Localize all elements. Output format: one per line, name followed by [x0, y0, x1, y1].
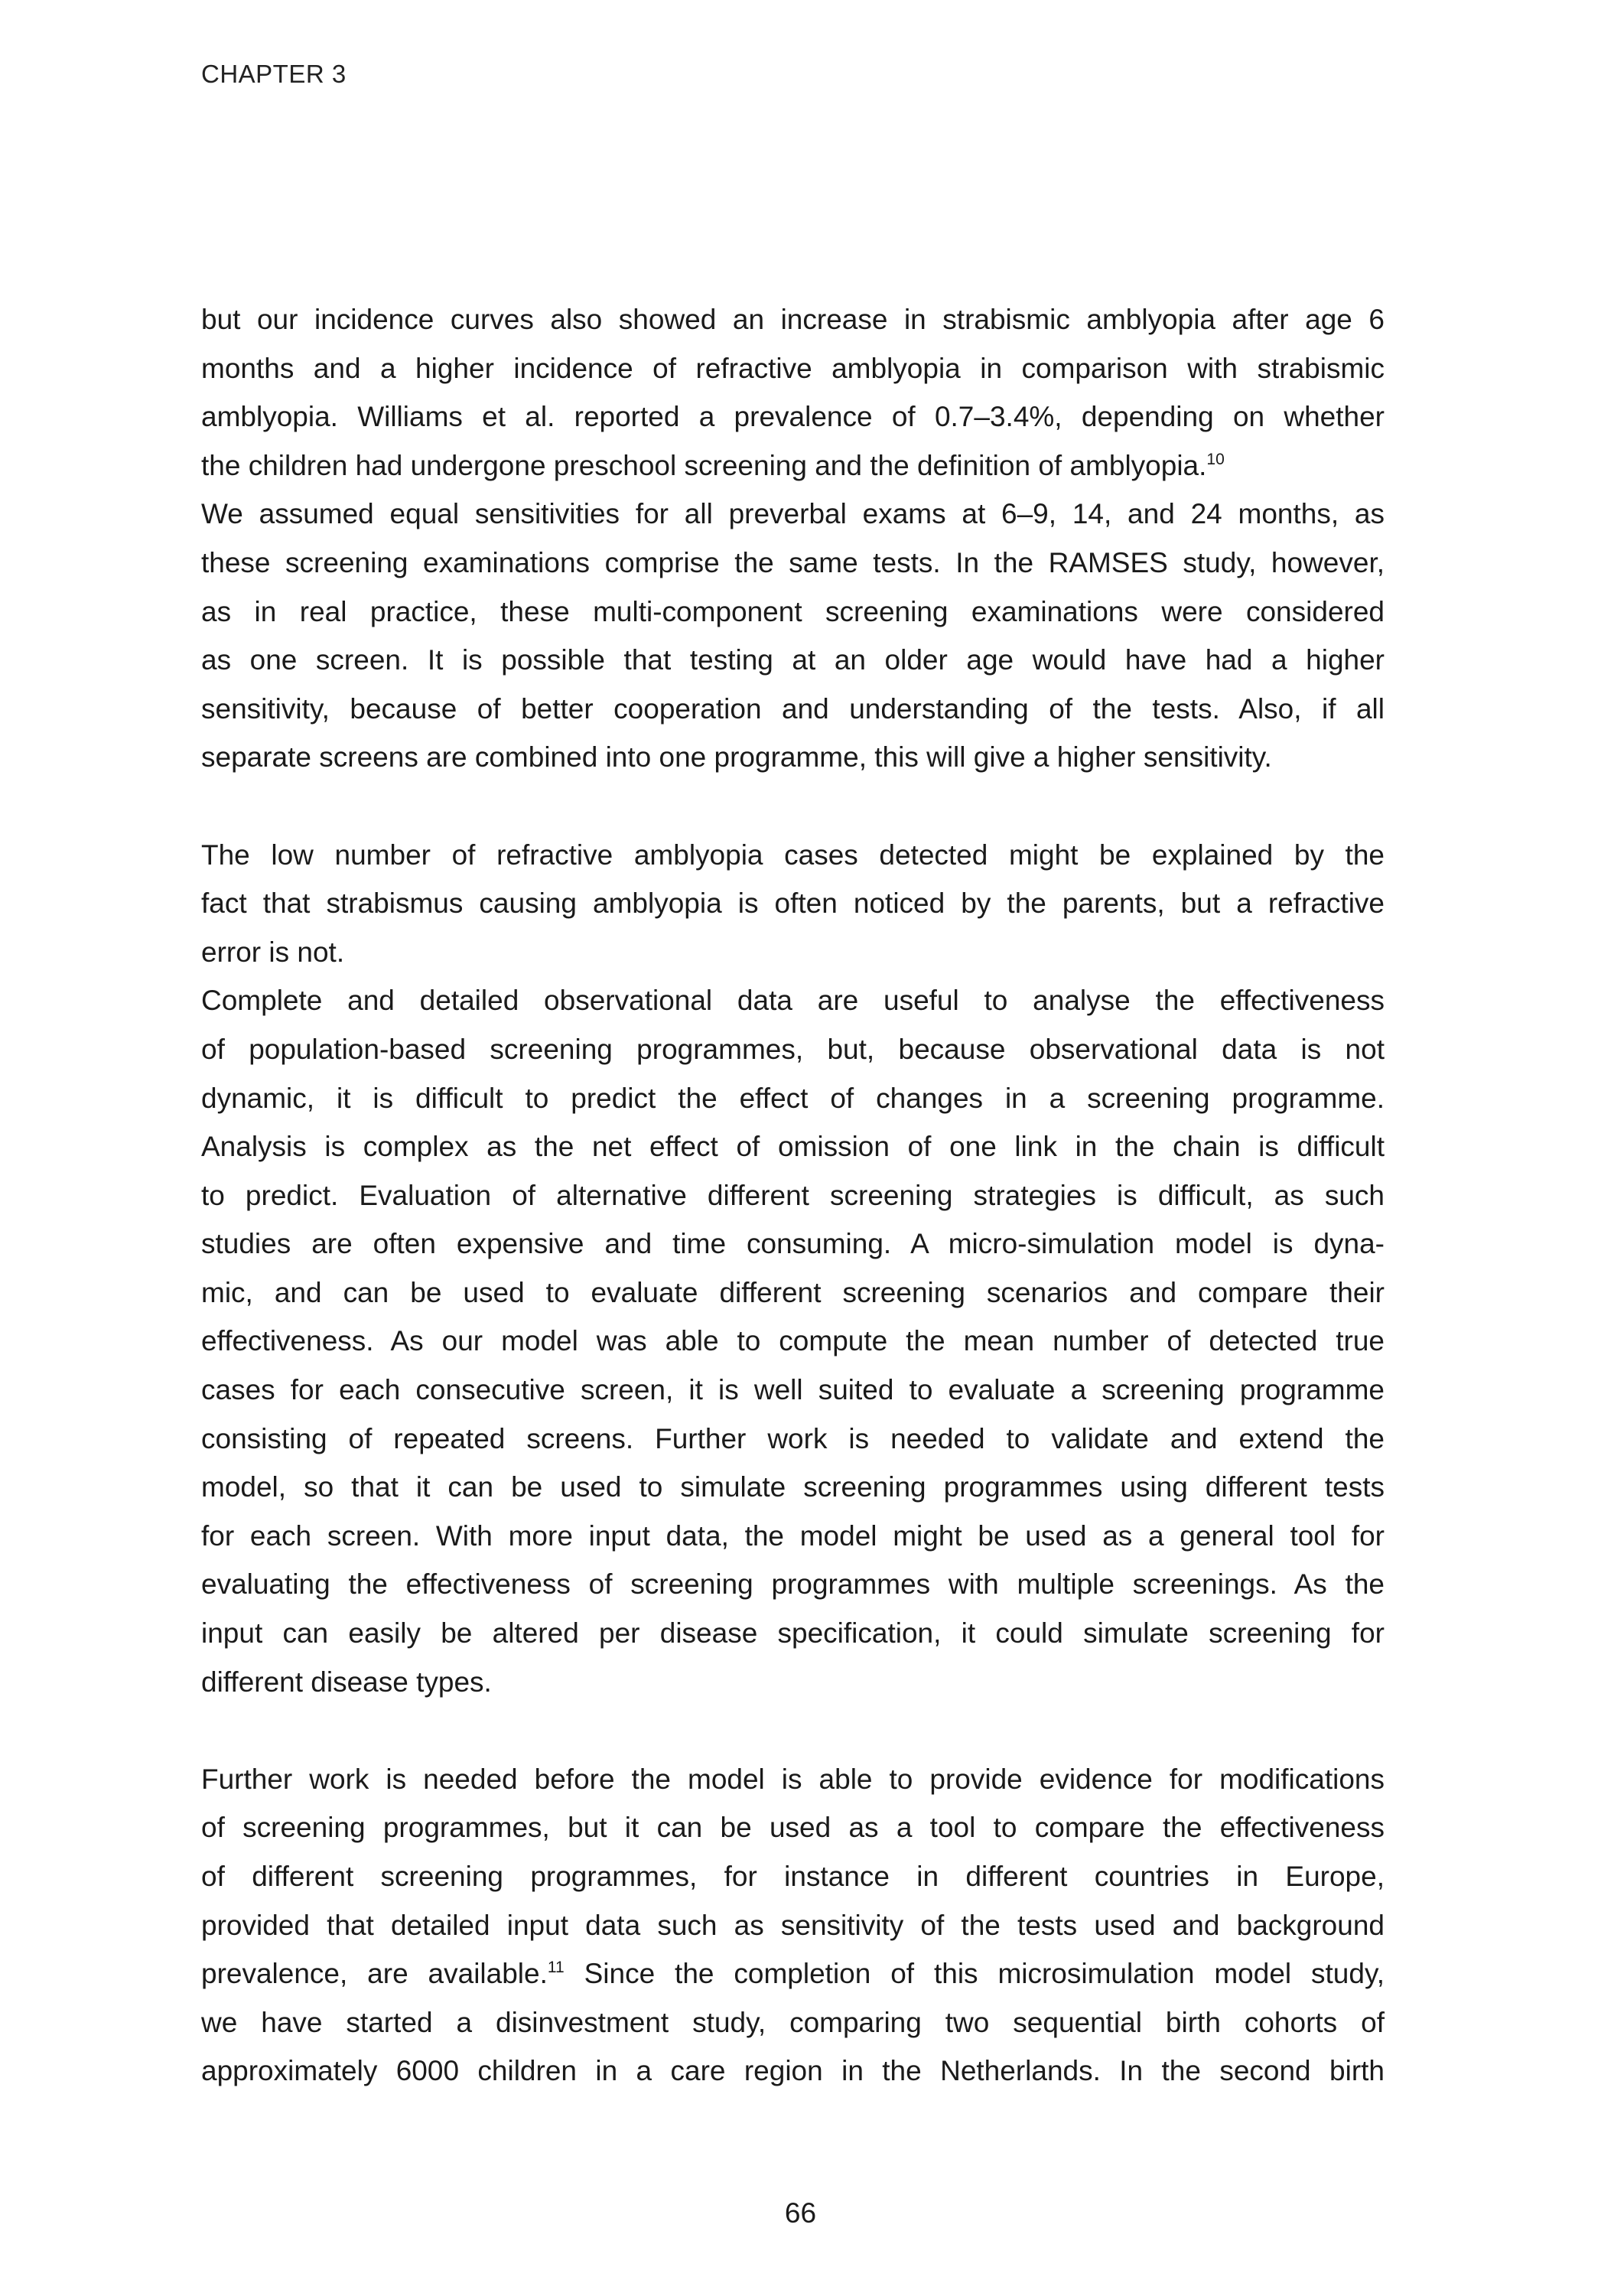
text-segment: Complete and detailed observational data are useful to analyse the effectiveness	[201, 985, 1385, 1017]
paragraph	[201, 976, 1385, 1706]
text-segment: The low number of refractive amblyopia cases detected might be explained by the	[201, 839, 1385, 871]
text-segment: input can easily be altered per disease specification, it could simulate screening for	[201, 1617, 1385, 1650]
text-segment: different disease types.	[201, 1666, 492, 1698]
text-segment: to predict. Evaluation of alternative different screening strategies is difficult, as such	[201, 1179, 1385, 1211]
body-text	[201, 295, 1385, 2096]
text-segment: of screening programmes, but it can be used as a tool to compare the effectiveness	[201, 1812, 1385, 1844]
text-segment: cases for each consecutive screen, it is well suited to evaluate a screening programme	[201, 1374, 1385, 1406]
text-line	[201, 1755, 1385, 1804]
text-segment: we have started a disinvestment study, comparing two sequential birth cohorts of	[201, 2006, 1385, 2038]
text-line	[201, 344, 1385, 393]
text-segment: prevalence, are available.	[201, 1958, 548, 1990]
text-line	[201, 976, 1385, 1025]
text-line	[201, 1317, 1385, 1366]
text-line	[201, 685, 1385, 734]
text-line	[201, 1268, 1385, 1317]
text-line	[201, 441, 1385, 490]
text-line	[201, 636, 1385, 685]
text-line	[201, 1220, 1385, 1268]
text-line	[201, 1949, 1385, 1998]
paragraph-spacer	[201, 782, 1385, 831]
text-line	[201, 1658, 1385, 1707]
text-segment: Since the completion of this microsimulation model study,	[564, 1958, 1385, 1990]
text-segment: Analysis is complex as the net effect of omission of one link in the chain is difficult	[201, 1131, 1385, 1163]
text-line	[201, 1122, 1385, 1171]
paragraph-spacer	[201, 1706, 1385, 1755]
text-line	[201, 1901, 1385, 1950]
text-segment: We assumed equal sensitivities for all preverbal exams at 6–9, 14, and 24 months, as	[201, 498, 1385, 530]
citation-superscript: 11	[547, 1959, 565, 1977]
text-segment: Further work is needed before the model is able to provide evidence for modifications	[201, 1763, 1385, 1795]
text-segment: sensitivity, because of better cooperation and understanding of the tests. Also, if all	[201, 692, 1385, 725]
text-segment: studies are often expensive and time consuming. A micro-simulation model is dyna-	[201, 1228, 1385, 1260]
text-segment: but our incidence curves also showed an increase in strabismic amblyopia after age 6	[201, 304, 1385, 335]
text-line	[201, 879, 1385, 928]
text-segment: error is not.	[201, 936, 345, 968]
text-segment: consisting of repeated screens. Further work is needed to validate and extend the	[201, 1422, 1385, 1454]
paragraph	[201, 831, 1385, 977]
text-line	[201, 1025, 1385, 1074]
text-line	[201, 490, 1385, 539]
text-line	[201, 1512, 1385, 1561]
text-line	[201, 1171, 1385, 1220]
text-segment: the children had undergone preschool screening and the definition of amblyopia.	[201, 449, 1207, 481]
text-segment: effectiveness. As our model was able to compute the mean number of detected true	[201, 1325, 1385, 1357]
citation-superscript: 10	[1206, 450, 1225, 468]
text-segment: as in real practice, these multi-component screening examinations were considered	[201, 595, 1385, 627]
text-line	[201, 1852, 1385, 1901]
text-segment: of different screening programmes, for instance in different countries in Europe,	[201, 1861, 1385, 1892]
text-line	[201, 295, 1385, 344]
text-segment: amblyopia. Williams et al. reported a prevalence of 0.7–3.4%, depending on whether	[201, 401, 1385, 433]
page-number: 66	[784, 2197, 817, 2229]
paragraph	[201, 490, 1385, 782]
text-segment: evaluating the effectiveness of screening programmes with multiple screenings. As the	[201, 1568, 1385, 1601]
text-line	[201, 1803, 1385, 1852]
paragraph	[201, 1755, 1385, 2096]
text-line	[201, 539, 1385, 588]
text-segment: provided that detailed input data such as sensitivity of the tests used and background	[201, 1909, 1385, 1941]
text-segment: months and a higher incidence of refractive amblyopia in comparison with strabismic	[201, 352, 1385, 384]
text-line	[201, 928, 1385, 977]
text-line	[201, 831, 1385, 880]
text-segment: fact that strabismus causing amblyopia is often noticed by the parents, but a refractive	[201, 887, 1385, 920]
text-line	[201, 1074, 1385, 1123]
text-line	[201, 392, 1385, 441]
text-line	[201, 1998, 1385, 2047]
text-segment: as one screen. It is possible that testing at an older age would have had a higher	[201, 644, 1385, 676]
text-line	[201, 1415, 1385, 1464]
text-line	[201, 588, 1385, 637]
text-segment: separate screens are combined into one programme, this will give a higher sensitivity.	[201, 741, 1272, 773]
text-segment: these screening examinations comprise the same tests. In the RAMSES study, however,	[201, 546, 1385, 578]
text-line	[201, 2047, 1385, 2096]
text-segment: mic, and can be used to evaluate different screening scenarios and compare their	[201, 1276, 1385, 1308]
text-segment: of population-based screening programmes, but, because observational data is not	[201, 1033, 1385, 1065]
text-line	[201, 1366, 1385, 1415]
paragraph	[201, 295, 1385, 490]
text-line	[201, 1463, 1385, 1512]
text-segment: for each screen. With more input data, the model might be used as a general tool for	[201, 1519, 1385, 1552]
text-segment: dynamic, it is difficult to predict the effect of changes in a screening programme.	[201, 1082, 1385, 1114]
text-segment: approximately 6000 children in a care region in the Netherlands. In the second birth	[201, 2055, 1385, 2087]
text-line	[201, 733, 1385, 782]
running-header: CHAPTER 3	[201, 60, 347, 88]
text-segment: model, so that it can be used to simulate screening programmes using different tests	[201, 1471, 1385, 1503]
text-line	[201, 1560, 1385, 1609]
text-line	[201, 1609, 1385, 1658]
